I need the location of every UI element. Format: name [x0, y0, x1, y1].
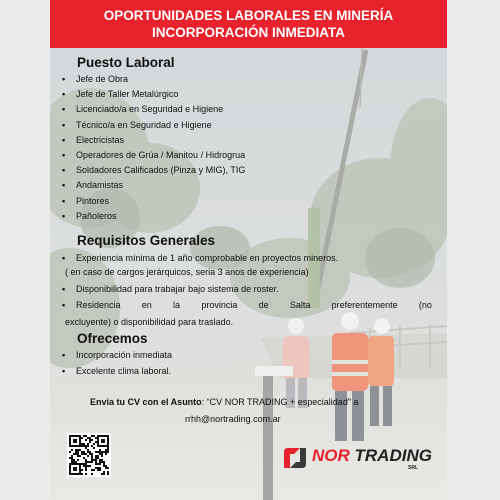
qr-code[interactable] [67, 433, 111, 477]
residencia-word: preferentemente [331, 300, 398, 310]
cta-prefix: Envia tu CV con el Asunto [90, 397, 202, 407]
poster-content [50, 0, 447, 500]
puesto-item-label: Jefe de Obra [76, 74, 129, 84]
puesto-item [62, 196, 109, 207]
puesto-item-label: Licenciado/a en Seguridad e Higiene [76, 104, 224, 115]
residencia-word: Salta [289, 300, 311, 310]
puesto-item [62, 180, 123, 191]
logo-text: NOR TRADING [312, 446, 432, 465]
requisito-continuation: excluyente) o disponibilidad para traslado. [65, 317, 234, 327]
puesto-item [62, 120, 212, 131]
header-title-line1: OPORTUNIDADES LABORALES EN MINERÍA [103, 8, 394, 23]
puesto-item-label: Técnico/a en Seguridad e Higiene [76, 119, 212, 130]
requisito-item: • Residencia en la provincia de Salta preferentemente (no [62, 300, 432, 310]
puesto-item [62, 104, 223, 115]
bullet: • [62, 119, 66, 130]
cta-text [90, 397, 358, 408]
residencia-line [76, 300, 432, 311]
residencia-word: Residencia [76, 300, 121, 310]
residencia-word: la [173, 300, 181, 310]
logo-mark-icon [280, 444, 310, 472]
residencia-word: en [141, 300, 152, 310]
puesto-item-label: Pintores [76, 195, 110, 206]
requisito-item: • Experiencia mínima de 1 año comprobable en proyectos mineros. [62, 253, 339, 263]
section-title-puesto: Puesto Laboral [77, 55, 175, 70]
section-title-requisitos: Requisitos Generales [77, 233, 216, 248]
requisito-note: ( en caso de cargos jerárquicos, seria 3 anos de experiencia) [65, 267, 309, 277]
puesto-item-label: Pañoleros [76, 210, 117, 221]
bullet: • [62, 134, 66, 145]
puesto-item [62, 211, 117, 222]
cta-subject: : “CV NOR TRADING + especialidad” a [201, 397, 359, 407]
nor-trading-logo [280, 444, 440, 474]
puesto-item-label: Operadores de Grúa / Manitou / Hidrogrua [76, 150, 246, 160]
requisito-item: • Disponibilidad para trabajar bajo sistema de roster. [62, 284, 279, 294]
bullet: • [62, 165, 66, 176]
puesto-item-label: Electricistas [76, 134, 125, 145]
puesto-item [62, 165, 245, 176]
section-title-ofrecemos: Ofrecemos [77, 331, 148, 346]
residencia-word: provincia [201, 300, 238, 310]
ofrecemos-item: • Incorporación inmediata [62, 350, 173, 360]
bullet: • [62, 74, 66, 84]
puesto-item [62, 74, 128, 85]
puesto-item [62, 89, 178, 100]
bullet: • [62, 195, 66, 206]
bullet: • [62, 104, 66, 115]
puesto-item [62, 135, 124, 146]
residencia-word: (no [418, 300, 432, 310]
residencia-word: de [258, 300, 269, 310]
puesto-item-label: Andamistas [76, 180, 124, 191]
puesto-item-label: Jefe de Taller Metalúrgico [76, 89, 179, 100]
ofrecemos-item: • Excelente clima laboral. [62, 366, 172, 376]
puesto-item-label: Soldadores Calificados (Pinza y MIG), TIG [76, 165, 246, 176]
header-title-line2: INCORPORACIÓN INMEDIATA [152, 25, 345, 40]
bullet: • [62, 210, 66, 221]
bullet: • [62, 180, 66, 191]
logo-suffix: SRL [408, 465, 418, 471]
bullet: • [62, 150, 66, 160]
job-poster [50, 0, 447, 500]
contact-email[interactable]: rrhh@nortrading.com.ar [185, 414, 281, 424]
puesto-item [62, 150, 245, 161]
bullet: • [62, 89, 66, 100]
